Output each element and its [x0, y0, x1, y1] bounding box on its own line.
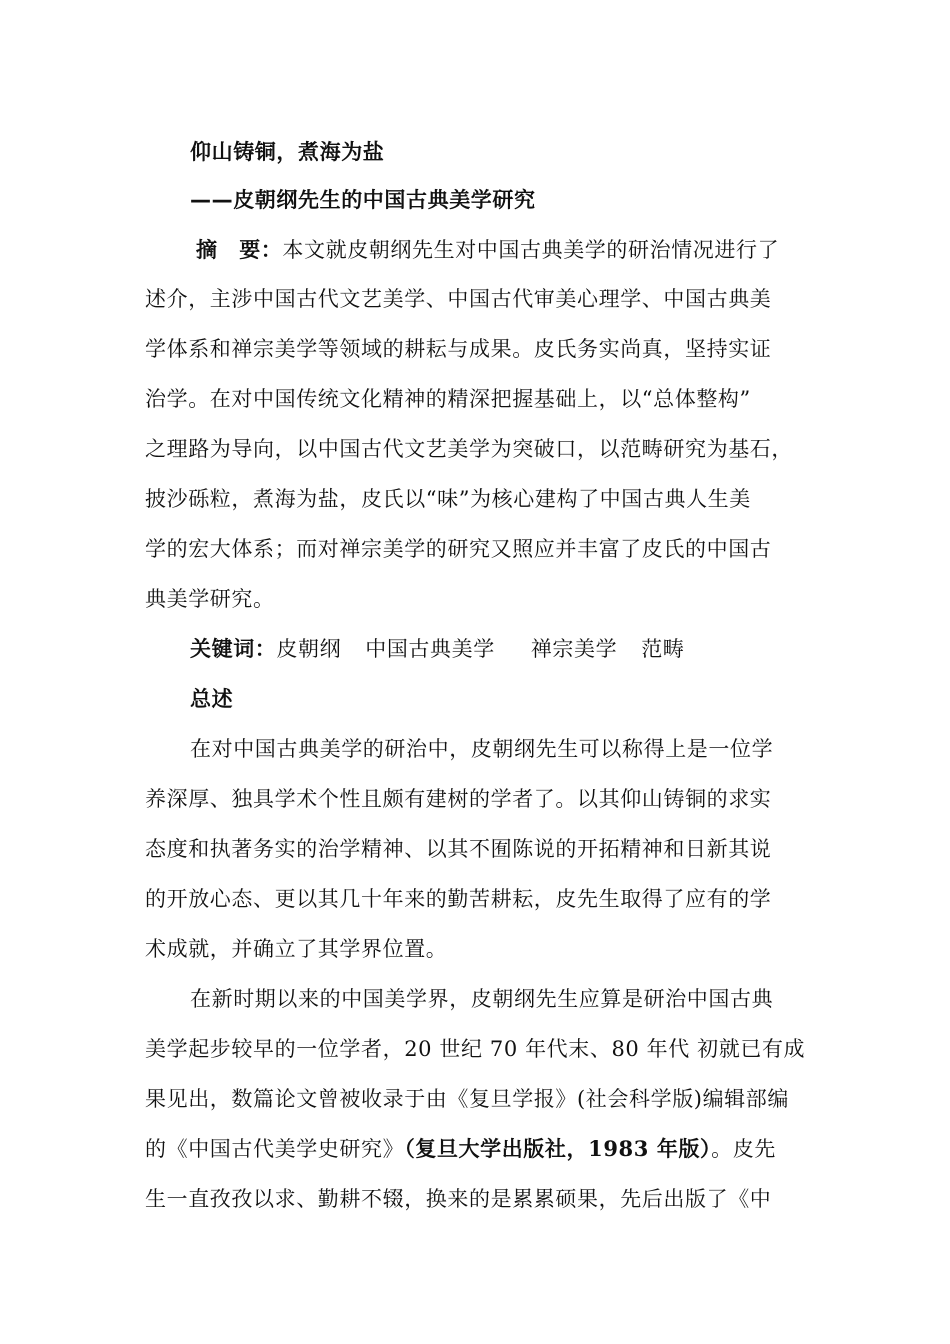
para1-line-4: 的开放心态、更以其几十年来的勤苦耕耘，皮先生取得了应有的学	[145, 887, 772, 911]
para2-line-5: 生一直孜孜以求、勤耕不辍，换来的是累累硕果，先后出版了《中	[145, 1187, 772, 1211]
para1-line-3: 态度和执著务实的治学精神、以其不囿陈说的开拓精神和日新其说	[145, 837, 772, 861]
document-subtitle: ——皮朝纲先生的中国古典美学研究	[190, 188, 536, 212]
abstract-line-7: 学的宏大体系；而对禅宗美学的研究又照应并丰富了皮氏的中国古	[145, 537, 772, 561]
para2-line-1: 在新时期以来的中国美学界，皮朝纲先生应算是研治中国古典	[190, 987, 774, 1011]
para1-line-1: 在对中国古典美学的研治中，皮朝纲先生可以称得上是一位学	[190, 737, 774, 761]
abstract-line-8: 典美学研究。	[145, 587, 275, 611]
abstract-line-6: 披沙砾粒，煮海为盐，皮氏以“味”为核心建构了中国古典人生美	[145, 487, 751, 511]
para2-line-4-post: 。皮先	[711, 1137, 776, 1161]
abstract-text-1: 本文就皮朝纲先生对中国古典美学的研治情况进行了	[282, 238, 780, 262]
abstract-line-3: 学体系和禅宗美学等领域的耕耘与成果。皮氏务实尚真，坚持实证	[145, 337, 772, 361]
keyword-3: 禅宗美学	[530, 637, 618, 661]
abstract-line-4: 治学。在对中国传统文化精神的精深把握基础上，以“总体整构”	[145, 387, 751, 411]
keyword-1: 皮朝纲	[276, 637, 342, 661]
para2-line-2: 美学起步较早的一位学者，20 世纪 70 年代末、80 年代 初就已有成	[145, 1037, 806, 1061]
publisher-note: （复旦大学出版社，1983 年版）	[404, 1136, 712, 1161]
abstract-line-1	[196, 235, 779, 265]
document-title: 仰山铸铜，煮海为盐	[190, 140, 385, 164]
keyword-2: 中国古典美学	[365, 637, 495, 661]
para2-line-3: 果见出，数篇论文曾被收录于由《复旦学报》(社会科学版)编辑部编	[145, 1087, 789, 1111]
para2-line-4	[145, 1134, 776, 1164]
para1-line-2: 养深厚、独具学术个性且颇有建树的学者了。以其仰山铸铜的求实	[145, 787, 772, 811]
section-heading: 总述	[190, 687, 234, 711]
keywords-line	[190, 634, 684, 664]
para2-line-4-pre: 的《中国古代美学史研究》	[145, 1137, 405, 1161]
keywords-label: 关键词：	[190, 637, 277, 661]
abstract-line-5: 之理路为导向，以中国古代文艺美学为突破口，以范畴研究为基石，	[145, 437, 793, 461]
abstract-label: 摘 要：	[196, 238, 283, 262]
keyword-4: 范畴	[641, 637, 685, 661]
para1-line-5: 术成就，并确立了其学界位置。	[145, 937, 448, 961]
abstract-line-2: 述介，主涉中国古代文艺美学、中国古代审美心理学、中国古典美	[145, 287, 772, 311]
